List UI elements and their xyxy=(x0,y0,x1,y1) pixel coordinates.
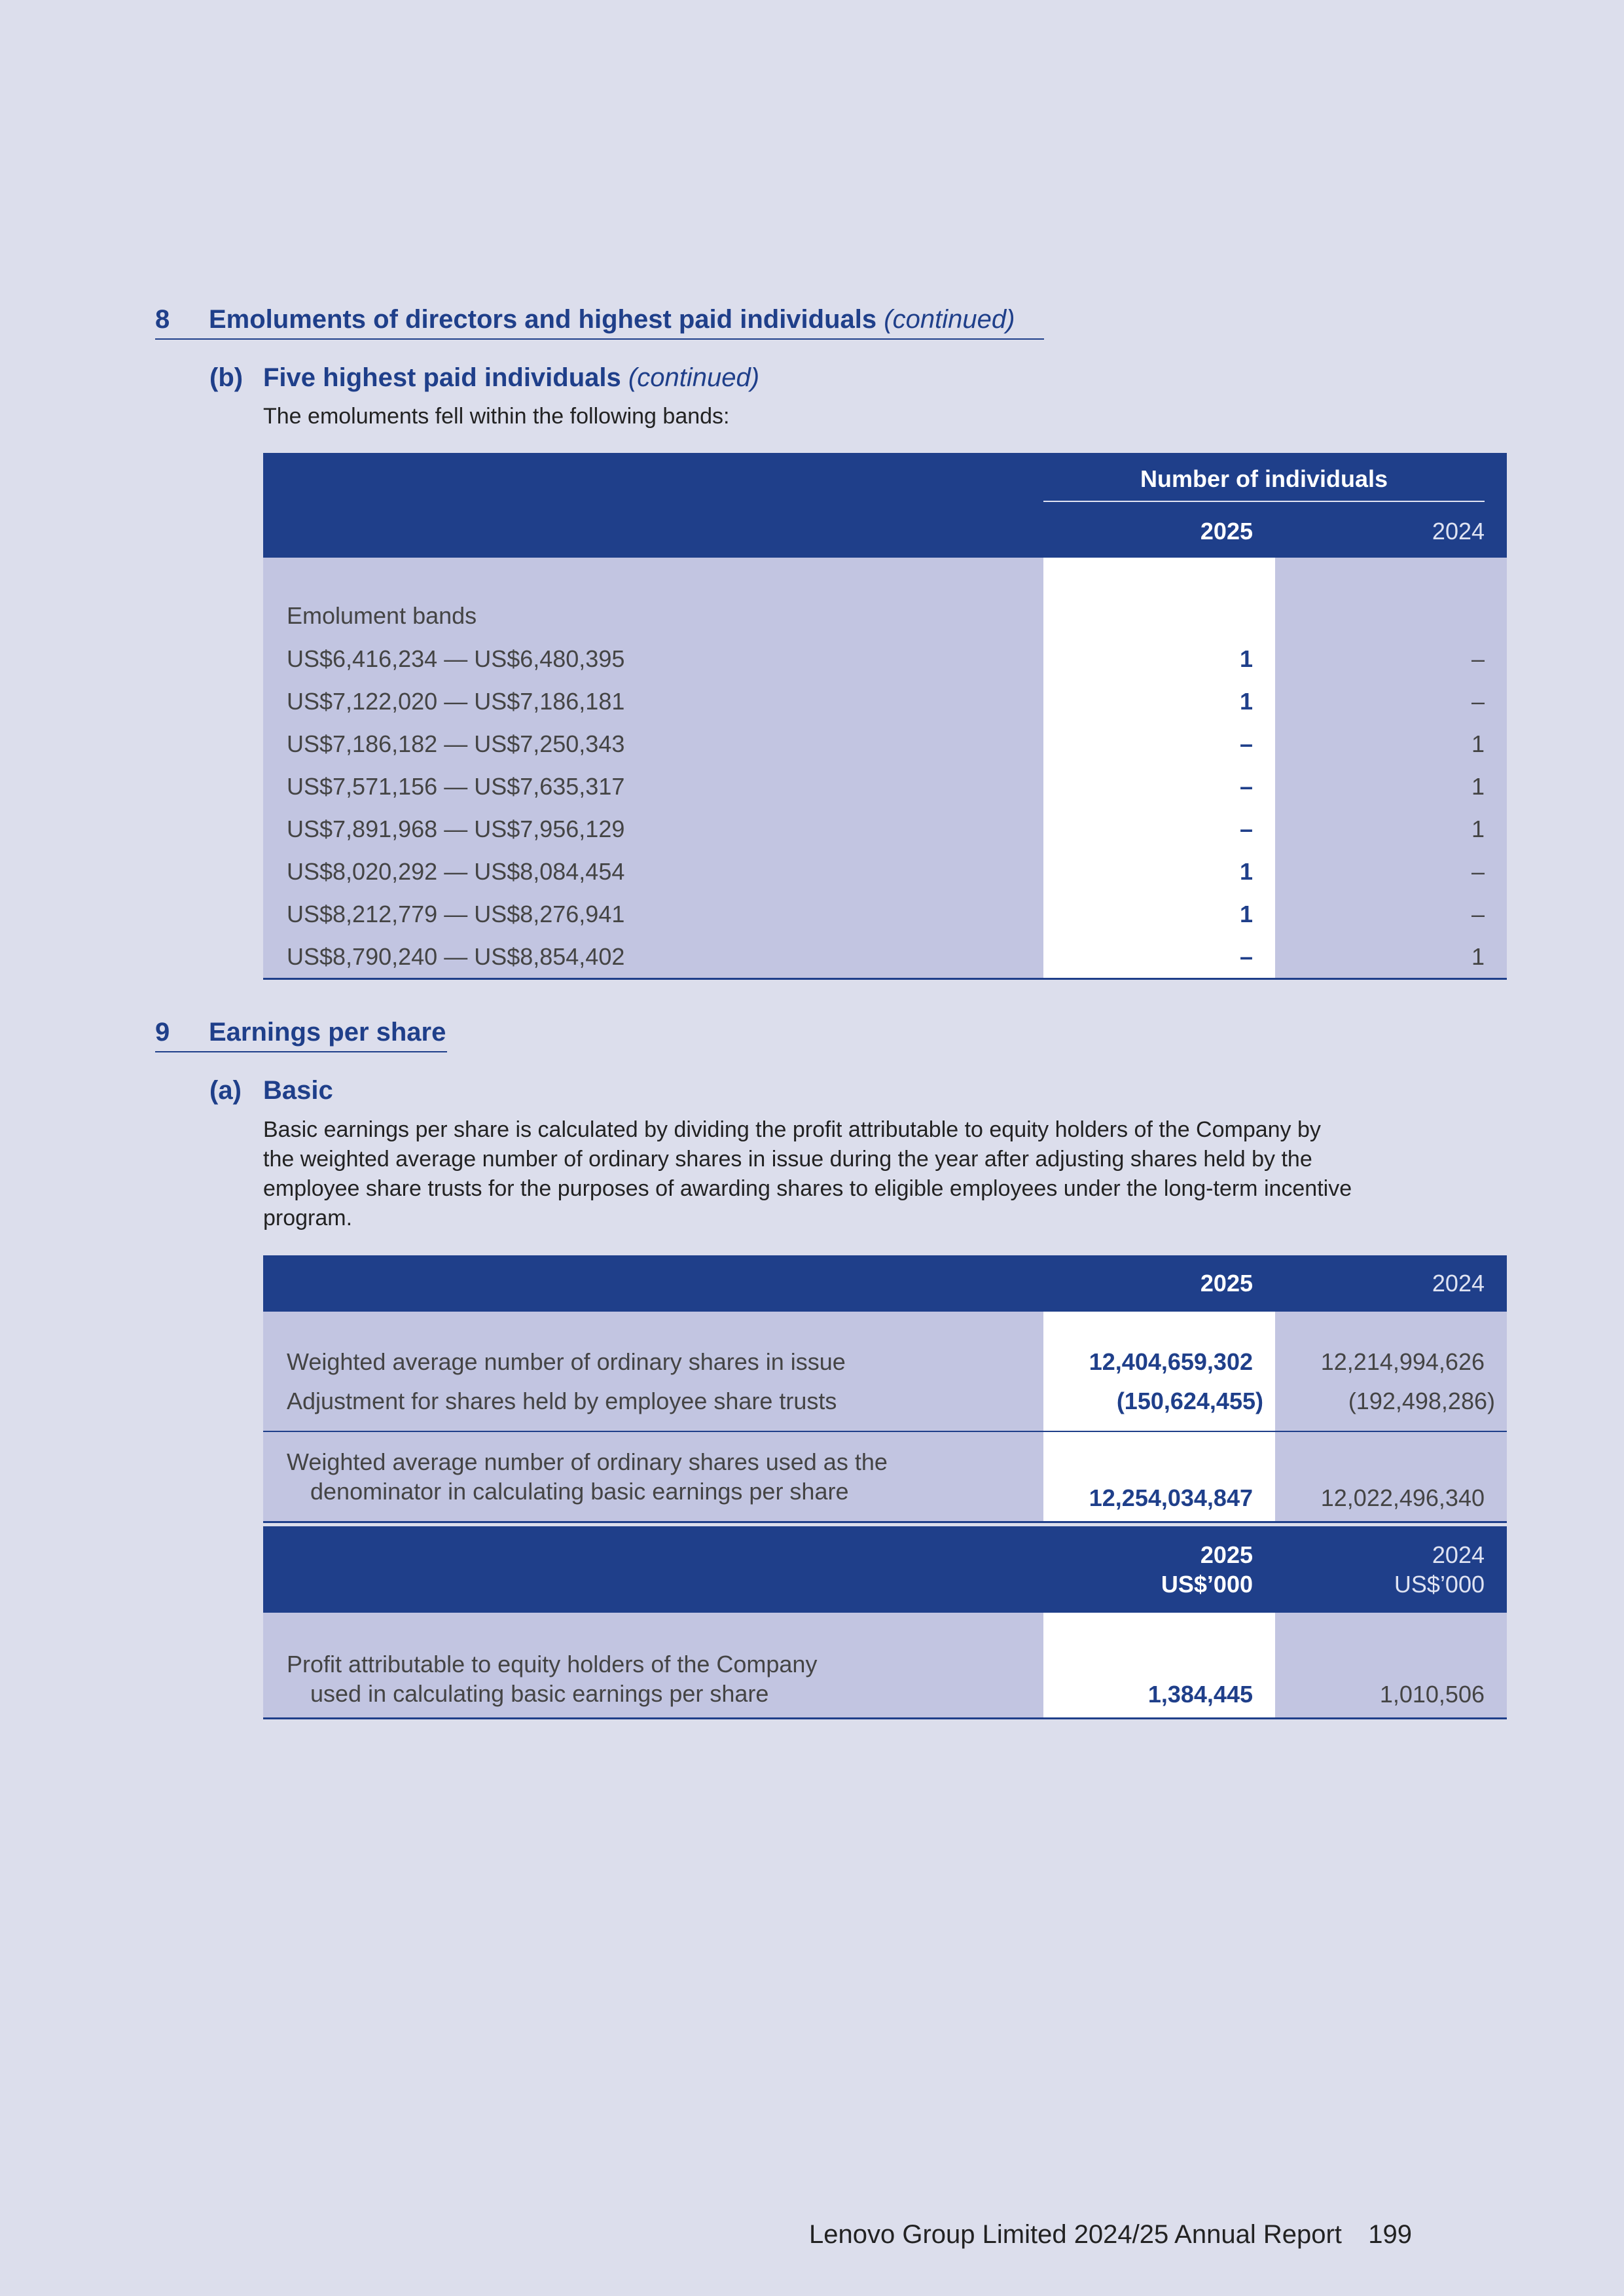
section-8-heading xyxy=(155,305,1044,340)
value-2024: 1 xyxy=(1275,808,1507,850)
report-title: Lenovo Group Limited 2024/25 Annual Report xyxy=(809,2220,1342,2249)
value-2024: 1 xyxy=(1275,935,1507,979)
paragraph-line: Basic earnings per share is calculated by dividing the profit attributable to equity holders of the Company by xyxy=(263,1117,1321,1142)
value-2025: – xyxy=(1043,723,1275,765)
page-footer xyxy=(809,2220,1412,2250)
band-label: US$8,212,779 — US$8,276,941 xyxy=(263,893,1043,935)
value-2025: 1,384,445 xyxy=(1043,1613,1275,1719)
value-2025: 12,404,659,302 xyxy=(1043,1312,1275,1384)
unit-label: US$’000 xyxy=(1161,1571,1253,1598)
table-row xyxy=(263,808,1507,850)
row-label-line: Profit attributable to equity holders of the Company xyxy=(287,1651,818,1677)
value-2024: 1 xyxy=(1275,723,1507,765)
section-number: 8 xyxy=(155,305,170,334)
value-2025: – xyxy=(1043,808,1275,850)
emolument-bands-table xyxy=(263,453,1507,980)
total-label xyxy=(263,1431,1043,1522)
band-label: US$7,571,156 — US$7,635,317 xyxy=(263,765,1043,808)
table-header-row xyxy=(263,1526,1507,1613)
value-2025: 1 xyxy=(1043,680,1275,723)
band-label: US$7,186,182 — US$7,250,343 xyxy=(263,723,1043,765)
band-label: US$7,122,020 — US$7,186,181 xyxy=(263,680,1043,723)
band-label: US$8,790,240 — US$8,854,402 xyxy=(263,935,1043,979)
band-label: US$8,020,292 — US$8,084,454 xyxy=(263,850,1043,893)
profit-attributable-table xyxy=(263,1526,1507,1719)
row-label: Weighted average number of ordinary shares in issue xyxy=(263,1312,1043,1384)
intro-text: The emoluments fell within the following bands: xyxy=(263,404,730,429)
value-2024: – xyxy=(1275,893,1507,935)
row-heading: Emolument bands xyxy=(263,558,1043,637)
col-2025-header: 2025 xyxy=(1043,505,1275,558)
paragraph-line: program. xyxy=(263,1206,353,1230)
unit-label: US$’000 xyxy=(1394,1571,1485,1598)
table-header-row xyxy=(263,1255,1507,1312)
value-2024: – xyxy=(1275,850,1507,893)
table-row xyxy=(263,723,1507,765)
continued-label: (continued) xyxy=(884,305,1015,334)
total-label-line: Weighted average number of ordinary shares used as the xyxy=(287,1448,888,1475)
group-header-cell xyxy=(1043,453,1507,505)
value-2025: 1 xyxy=(1043,893,1275,935)
total-label-line: denominator in calculating basic earnings per share xyxy=(310,1478,849,1505)
table-row xyxy=(263,1384,1507,1431)
band-label: US$6,416,234 — US$6,480,395 xyxy=(263,637,1043,680)
value-2025: 1 xyxy=(1043,637,1275,680)
value-2024: – xyxy=(1275,637,1507,680)
section-number: 9 xyxy=(155,1018,170,1047)
value-2024: (192,498,286) xyxy=(1275,1384,1507,1431)
section-title: Emoluments of directors and highest paid individuals xyxy=(209,305,877,334)
table-row xyxy=(263,893,1507,935)
table-row xyxy=(263,1312,1507,1384)
table-row xyxy=(263,637,1507,680)
table-row xyxy=(263,680,1507,723)
table-row xyxy=(263,1613,1507,1719)
total-2025: 12,254,034,847 xyxy=(1043,1431,1275,1522)
page-number: 199 xyxy=(1368,2220,1413,2249)
table-row xyxy=(263,935,1507,979)
total-row xyxy=(263,1431,1507,1522)
basic-eps-paragraph xyxy=(263,1115,1507,1233)
year-label: 2025 xyxy=(1200,1541,1253,1568)
total-2024: 12,022,496,340 xyxy=(1275,1431,1507,1522)
subsection-label: (b) xyxy=(209,363,244,392)
value-2025: – xyxy=(1043,765,1275,808)
section-9-heading xyxy=(155,1018,447,1052)
col-2024-header xyxy=(1275,1526,1507,1613)
value-2024: 1 xyxy=(1275,765,1507,808)
paragraph-line: employee share trusts for the purposes of awarding shares to eligible employees under the long-term incentive xyxy=(263,1176,1352,1201)
group-header: Number of individuals xyxy=(1043,456,1485,502)
subsection-a-heading xyxy=(209,1076,333,1105)
table-row xyxy=(263,765,1507,808)
band-label: US$7,891,968 — US$7,956,129 xyxy=(263,808,1043,850)
subsection-title: Basic xyxy=(263,1076,333,1105)
col-2024-header: 2024 xyxy=(1275,505,1507,558)
table-row xyxy=(263,850,1507,893)
header-blank xyxy=(263,453,1043,558)
value-2025: – xyxy=(1043,935,1275,979)
header-blank xyxy=(263,1255,1043,1312)
table-header-row xyxy=(263,453,1507,505)
value-2025: 1 xyxy=(1043,850,1275,893)
row-label-line: used in calculating basic earnings per share xyxy=(310,1680,769,1707)
row-label xyxy=(263,1613,1043,1719)
year-label: 2024 xyxy=(1432,1541,1485,1568)
subsection-title: Five highest paid individuals xyxy=(263,363,621,392)
value-2024: – xyxy=(1275,680,1507,723)
value-2025: (150,624,455) xyxy=(1043,1384,1275,1431)
subsection-b-heading xyxy=(209,363,759,393)
value-2024: 12,214,994,626 xyxy=(1275,1312,1507,1384)
col-2025-header xyxy=(1043,1526,1275,1613)
blank-cell xyxy=(1275,558,1507,637)
weighted-shares-table xyxy=(263,1255,1507,1523)
blank-cell xyxy=(1043,558,1275,637)
subsection-label: (a) xyxy=(209,1076,242,1105)
continued-label: (continued) xyxy=(628,363,760,392)
table-row xyxy=(263,558,1507,637)
section-title: Earnings per share xyxy=(209,1018,446,1047)
paragraph-line: the weighted average number of ordinary shares in issue during the year after adjusting shares held by the xyxy=(263,1147,1312,1172)
value-2024: 1,010,506 xyxy=(1275,1613,1507,1719)
row-label: Adjustment for shares held by employee share trusts xyxy=(263,1384,1043,1431)
col-2024-header: 2024 xyxy=(1275,1255,1507,1312)
header-blank xyxy=(263,1526,1043,1613)
col-2025-header: 2025 xyxy=(1043,1255,1275,1312)
